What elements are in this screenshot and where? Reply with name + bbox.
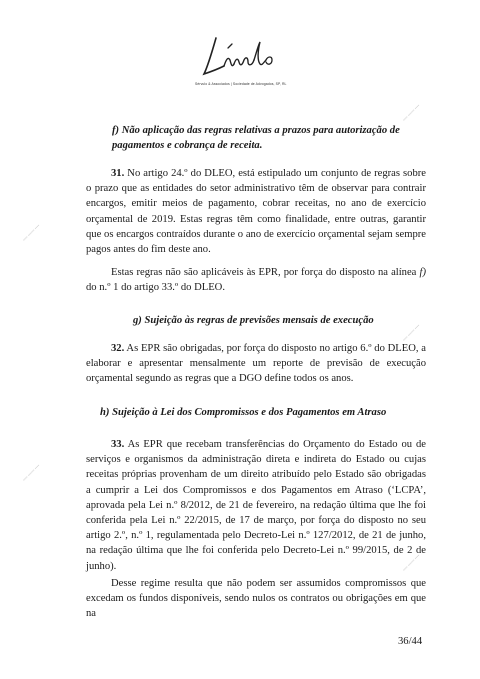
watermark: ▪▪▪▪ ▪▪▪▪▪▪ ▪▪▪▪ [401, 102, 421, 123]
heading-h: h) Sujeição à Lei dos Compromissos e dos Pagamentos em Atraso [100, 407, 387, 418]
paragraph-number: 32. [111, 343, 125, 354]
paragraph-text: As EPR são obrigadas, por força do disposto no artigo 6.º do DLEO, a elaborar e apresentar mensalmente um reporte de previsão de execução orçamental segundo as regras que a DGO define todos os anos. [86, 343, 426, 385]
watermark: ▪▪▪▪ ▪▪▪▪▪▪ ▪▪▪▪ [401, 322, 421, 343]
page-number: 36/44 [398, 636, 423, 647]
paragraph-31 [86, 166, 426, 257]
watermark: ▪▪▪▪ ▪▪▪▪▪▪ ▪▪▪▪ [21, 222, 41, 243]
paragraph-text: No artigo 24.º do DLEO, está estipulado um conjunto de regras sobre o prazo que as entidades do setor administrativo têm de observar para contrair encargos, emitir meios de pagamento, cobrar receitas, no ano de exercício orçamental de 2019. Estas regras têm como finalidade, entre outras, garantir que os encargos contraídos durante o ano de exercício orçamental sejam sempre pagos antes do fim deste ano. [86, 168, 426, 256]
heading-g: g) Sujeição às regras de previsões mensais de execução [133, 315, 374, 326]
paragraph-number: 33. [111, 439, 125, 450]
firm-name: Sérvulo & Associados | Sociedade de Advogados, SP, RL [195, 82, 287, 86]
watermark: ▪▪▪▪ ▪▪▪▪▪▪ ▪▪▪▪ [401, 552, 421, 573]
paragraph-31b: Estas regras não são aplicáveis às EPR, por força do disposto na alínea f) do n.º 1 do artigo 33.º do DLEO. [86, 267, 426, 294]
paragraph-32 [86, 341, 426, 387]
paragraph-text: As EPR que recebam transferências do Orçamento do Estado ou de serviços e organismos da administração direta e indireta do Estado ou cujas receitas próprias provenham de um direito atribuído pelo Estado são obrigadas a cumprir a Lei dos Compromissos e dos Pagamentos em Atraso (‘LCPA’, aprovada pela Lei n.º 8/2012, de 21 de fevereiro, na redação última que lhe foi conferida pela Lei n.º 22/2015, de 17 de março, por força do disposto no seu artigo 2.º, n.º 1, regulamentada pelo Decreto-Lei n.º 127/2012, de 21 de junho, na redação última que lhe foi conferida pelo Decreto-Lei n.º 99/2015, de 2 de junho). [86, 439, 426, 572]
heading-f-line1: f) Não aplicação das regras relativas a prazos para autorização de [112, 125, 400, 136]
paragraph-number: 31. [111, 168, 125, 179]
paragraph-33 [86, 437, 426, 574]
watermark: ▪▪▪▪ ▪▪▪▪▪▪ ▪▪▪▪ [21, 462, 41, 483]
paragraph-34: Desse regime resulta que não podem ser assumidos compromissos que excedam os fundos disponíveis, sendo nulos os contratos ou obrigações em que na [86, 578, 426, 620]
heading-f-line2: pagamentos e cobrança de receita. [112, 140, 263, 151]
